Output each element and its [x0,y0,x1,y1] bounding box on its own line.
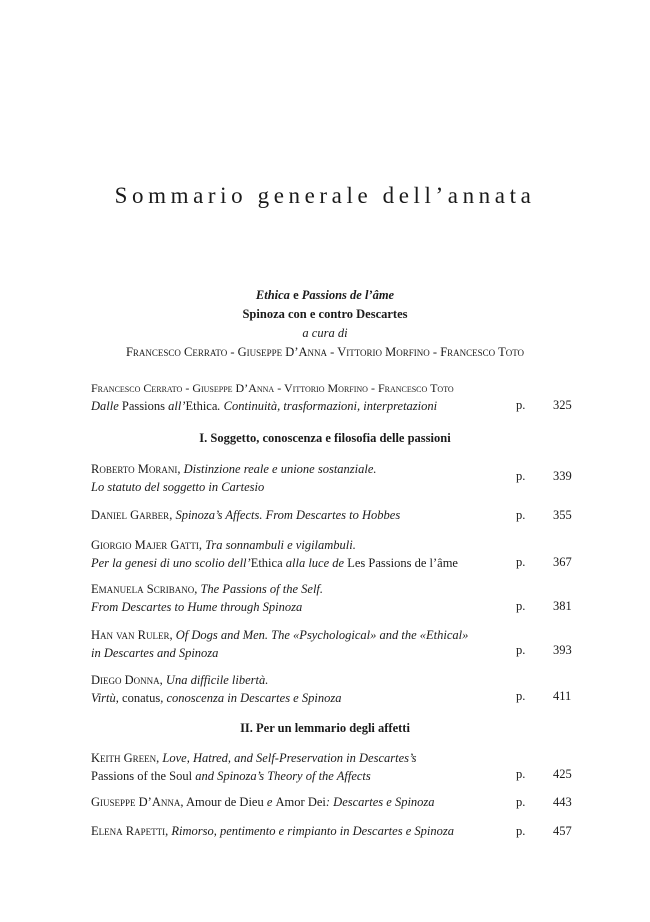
toc-entry: Elena Rapetti, Rimorso, pentimento e rimpianto in Descartes e Spinoza [91,824,454,838]
page-number: 393 [553,643,572,657]
toc-entry: Daniel Garber, Spinoza’s Affects. From Descartes to Hobbes [91,508,401,522]
page-number: 457 [553,824,572,838]
edited-by-label: a cura di [302,326,348,340]
page-prefix: p. [516,555,526,569]
toc-entry: Han van Ruler, Of Dogs and Men. The «Psychological» and the «Ethical» in Descartes and Spinoza [91,628,469,660]
page-title: Sommario generale dell’annata [114,183,536,208]
toc-entry: Keith Green, Love, Hatred, and Self-Preservation in Descartes’s Passions of the Soul and Spinoza’s Theory of the Affects [91,751,417,783]
page-number: 355 [553,508,572,522]
entry-author: Daniel Garber [91,508,170,522]
page-prefix: p. [516,767,526,781]
entry-title: Dalle Passions all’Ethica. Continuità, trasformazioni, interpretazioni [91,398,438,413]
entry-author: Elena Rapetti [91,824,166,838]
entry-author: Giorgio Majer Gatti [91,538,199,552]
section-heading-1: I. Soggetto, conoscenza e filosofia delle passioni [199,431,451,445]
page-number: 367 [553,555,572,569]
section-heading-2: II. Per un lemmario degli affetti [240,721,410,735]
toc-entry: Roberto Morani, Distinzione reale e unione sostanziale. Lo statuto del soggetto in Cartesio [91,462,377,494]
toc-entry-intro [91,380,581,415]
page-number: 443 [553,795,572,809]
page-prefix: p. [516,795,526,809]
page-number: 425 [553,767,572,781]
page-number: 339 [553,469,572,483]
page-prefix: p. [516,469,526,483]
issue-title: Ethica e Passions de l’âme [255,288,395,302]
entry-author: Han van Ruler [91,628,170,642]
toc-entry: Emanuela Scribano, The Passions of the Self. From Descartes to Hume through Spinoza [91,582,324,614]
page-number: 411 [553,689,572,703]
entry-author: Keith Green [91,751,157,765]
page-number: 381 [553,599,572,613]
page-number: 325 [553,398,572,412]
entry-author: Roberto Morani [91,462,178,476]
entry-author: Emanuela Scribano [91,582,195,596]
page-prefix: p. [516,599,526,613]
entry-author: Giuseppe D’Anna [91,795,181,809]
page-prefix: p. [516,643,526,657]
issue-subtitle: Spinoza con e contro Descartes [242,307,408,321]
issue-header [0,286,650,362]
toc-entry: Giorgio Majer Gatti, Tra sonnambuli e vigilambuli. Per la genesi di uno scolio dell’Ethica alla luce de Les Passions de l’âme [91,538,458,570]
page-prefix: p. [516,824,526,838]
editors-list: Francesco Cerrato - Giuseppe D’Anna - Vittorio Morfino - Francesco Toto [125,345,525,359]
toc-entry: Giuseppe D’Anna, Amour de Dieu e Amor Dei: Descartes e Spinoza [91,795,435,809]
page-prefix: p. [516,689,526,703]
entry-author: Francesco Cerrato - Giuseppe D’Anna - Vittorio Morfino - Francesco Toto [91,381,454,395]
page-prefix: p. [516,398,526,412]
toc-entry: Diego Donna, Una difficile libertà. Virtù, conatus, conoscenza in Descartes e Spinoza [91,673,342,705]
page-prefix: p. [516,508,526,522]
entry-author: Diego Donna [91,673,160,687]
